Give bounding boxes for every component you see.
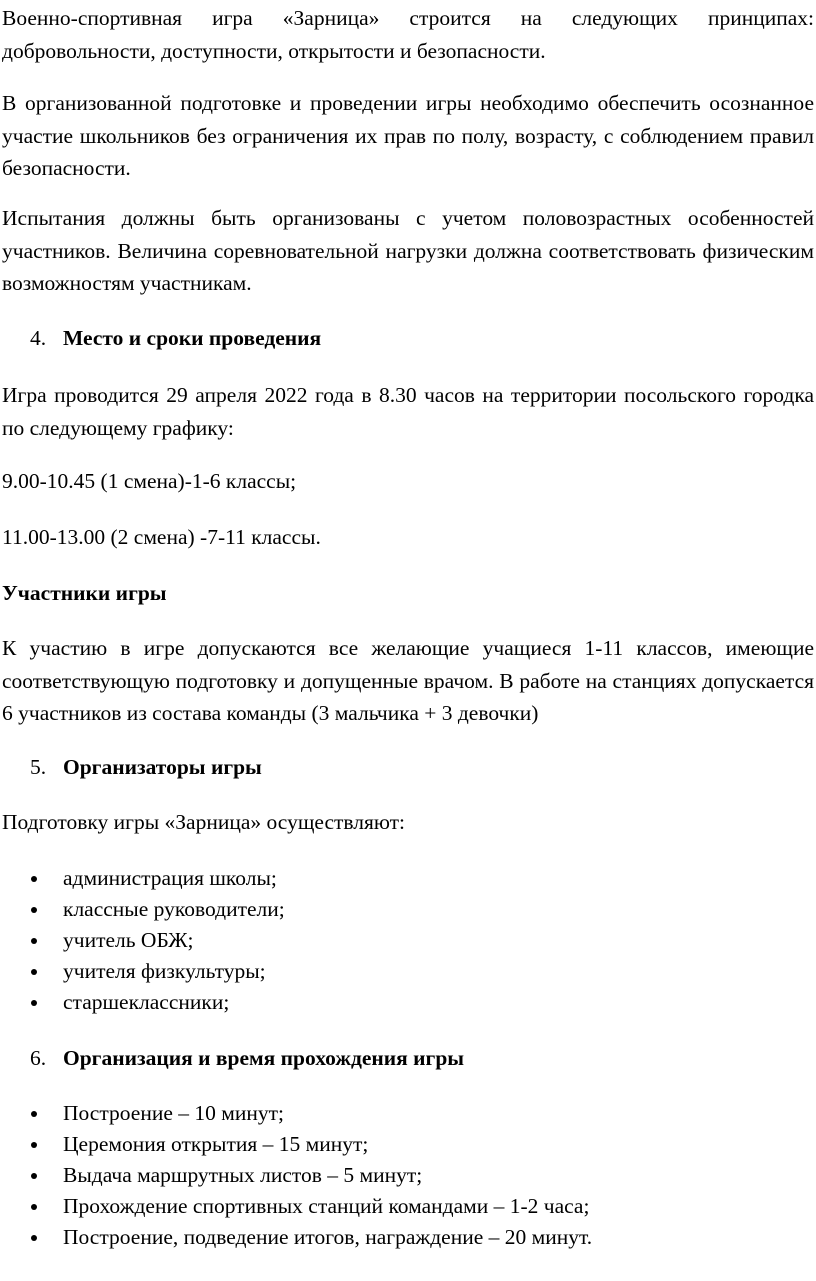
bullet-icon bbox=[31, 1204, 37, 1210]
schedule-shift-2: 11.00-13.00 (2 смена) -7-11 классы. bbox=[2, 525, 321, 549]
bullet-icon bbox=[31, 1111, 37, 1117]
paragraph-trials: Испытания должны быть организованы с учетом половозрастных особенностей участников. Величина соревновательной нагрузки должна соответствовать физическим возможностям участникам. bbox=[2, 206, 814, 295]
heading-participants: Участники игры bbox=[2, 581, 167, 605]
heading-title: Организаторы игры bbox=[63, 755, 262, 779]
bullet-icon bbox=[31, 907, 37, 913]
heading-number: 5. bbox=[30, 755, 47, 779]
bullet-icon bbox=[31, 876, 37, 882]
heading-place-and-dates bbox=[30, 323, 321, 353]
bullet-icon bbox=[31, 1142, 37, 1148]
bullet-icon bbox=[31, 938, 37, 944]
schedule-shift-1: 9.00-10.45 (1 смена)-1-6 классы; bbox=[2, 469, 297, 493]
bullet-icon bbox=[31, 1000, 37, 1006]
heading-number: 4. bbox=[30, 326, 47, 350]
paragraph-participants: К участию в игре допускаются все желающие учащиеся 1-11 классов, имеющие соответствующую подготовку и допущенные врачом. В работе на станциях допускается 6 участников из состава команды (3 мальчика + 3 девочки) bbox=[2, 636, 814, 725]
heading-number: 6. bbox=[30, 1046, 47, 1070]
bullet-icon bbox=[31, 1235, 37, 1241]
paragraph-game-date: Игра проводится 29 апреля 2022 года в 8.30 часов на территории посольского городка по следующему графику: bbox=[2, 383, 814, 440]
bullet-icon bbox=[31, 1173, 37, 1179]
bullet-icon bbox=[31, 969, 37, 975]
heading-title: Организация и время прохождения игры bbox=[63, 1046, 465, 1070]
heading-title: Место и сроки проведения bbox=[63, 326, 322, 350]
paragraph-organizers-intro: Подготовку игры «Зарница» осуществляют: bbox=[2, 810, 406, 834]
heading-organization-time bbox=[30, 1043, 464, 1073]
paragraph-principles: Военно-спортивная игра «Зарница» строится на следующих принципах: добровольности, доступности, открытости и безопасности. bbox=[2, 6, 814, 63]
heading-organizers bbox=[30, 752, 262, 782]
paragraph-preparation: В организованной подготовке и проведении игры необходимо обеспечить осознанное участие школьников без ограничения их прав по полу, возрасту, с соблюдением правил безопасности. bbox=[2, 91, 814, 180]
